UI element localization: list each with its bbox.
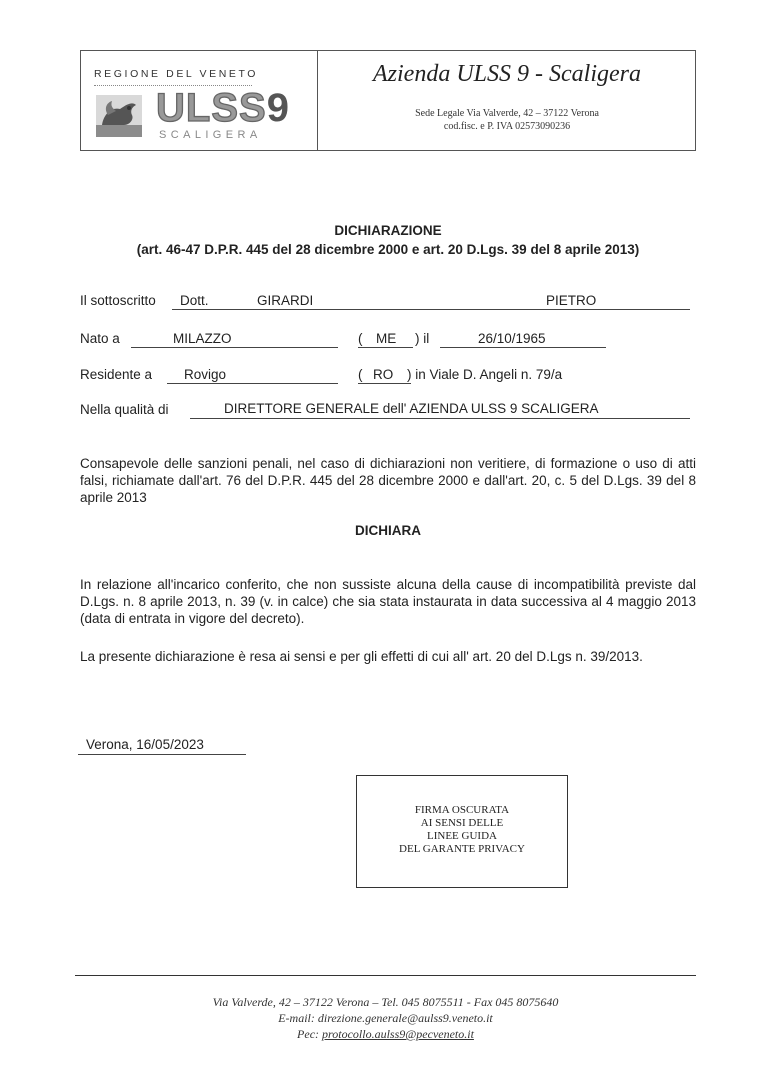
role-label: Nella qualità di bbox=[80, 402, 169, 417]
birthdate-value: 26/10/1965 bbox=[478, 331, 546, 346]
footer-divider bbox=[75, 975, 696, 976]
role-field bbox=[190, 401, 690, 419]
lion-emblem-icon bbox=[96, 95, 142, 137]
pec-link[interactable]: protocollo.aulss9@pecveneto.it bbox=[322, 1027, 474, 1041]
redaction-line: FIRMA OSCURATA bbox=[414, 804, 510, 816]
footer-pec bbox=[75, 1026, 696, 1042]
birth-province-value: ME bbox=[376, 331, 397, 346]
organization-name: Azienda ULSS 9 - Scaligera bbox=[373, 61, 641, 87]
address-value: ) in Viale D. Angeli n. 79/a bbox=[407, 367, 563, 382]
title-value: Dott. bbox=[180, 293, 209, 308]
firstname-value: PIETRO bbox=[546, 293, 597, 308]
sede-line: Sede Legale Via Valverde, 42 – 37122 Verona bbox=[415, 108, 599, 119]
redaction-line: AI SENSI DELLE bbox=[420, 817, 504, 829]
footer-address: Via Valverde, 42 – 37122 Verona – Tel. 045 8075511 - Fax 045 8075640 bbox=[212, 995, 559, 1009]
declaration-paragraph: In relazione all'incarico conferito, che non sussiste alcuna della cause di incompatibilità previste dal D.Lgs. n. 8 aprile 2013, n. 39 (v. in calce) che sia stata instaurata in data successiva al 4 maggio 2013 (data di entrata in vigore del decreto). bbox=[80, 577, 696, 626]
sottoscritto-label: Il sottoscritto bbox=[80, 293, 156, 308]
title-reference: (art. 46-47 D.P.R. 445 del 28 dicembre 2000 e art. 20 D.Lgs. 39 del 8 aprile 2013) bbox=[136, 242, 640, 257]
birth-province-field bbox=[358, 331, 413, 348]
document-title bbox=[80, 221, 696, 259]
sottoscritto-field bbox=[172, 293, 690, 310]
residence-value: Rovigo bbox=[184, 367, 227, 382]
place-date-field bbox=[78, 737, 246, 755]
birth-label: Nato a bbox=[80, 331, 120, 346]
date-label: ) il bbox=[415, 331, 430, 346]
redaction-line: DEL GARANTE PRIVACY bbox=[399, 843, 525, 855]
redaction-notice bbox=[357, 804, 567, 856]
declares-heading: DICHIARA bbox=[355, 523, 421, 538]
paren-open: ( bbox=[358, 331, 363, 346]
tax-code-line: cod.fisc. e P. IVA 02573090236 bbox=[443, 121, 571, 132]
legal-basis-paragraph: La presente dichiarazione è resa ai sensi e per gli effetti di cui all' art. 20 del D.Lgs n. 39/2013. bbox=[80, 649, 643, 664]
logo-subtitle: SCALIGERA bbox=[159, 129, 262, 141]
redaction-line: LINEE GUIDA bbox=[427, 830, 497, 842]
pec-label: Pec: bbox=[297, 1027, 323, 1041]
residence-province-field bbox=[358, 367, 411, 384]
awareness-paragraph: Consapevole delle sanzioni penali, nel caso di dichiarazioni non veritiere, di formazione o uso di atti falsi, richiamate dall'art. 76 del D.P.R. 445 del 28 dicembre 2000 e dall'art. 20, c. 5 del D.Lgs. 39 del 8 aprile 2013 bbox=[80, 456, 696, 505]
footer-email: E-mail: direzione.generale@aulss9.veneto.it bbox=[278, 1011, 493, 1025]
legal-address bbox=[317, 107, 697, 133]
logo-number: 9 bbox=[266, 86, 290, 130]
paren-open: ( bbox=[358, 367, 363, 382]
title-main: DICHIARAZIONE bbox=[334, 223, 442, 238]
logo-text: ULSS bbox=[156, 86, 267, 130]
birthdate-field bbox=[440, 331, 606, 348]
residence-province-value: RO bbox=[373, 367, 394, 382]
logo-wordmark bbox=[156, 88, 290, 128]
residence-label: Residente a bbox=[80, 367, 153, 382]
letterhead bbox=[80, 50, 696, 151]
surname-value: GIRARDI bbox=[257, 293, 314, 308]
role-value: DIRETTORE GENERALE dell' AZIENDA ULSS 9 SCALIGERA bbox=[224, 401, 599, 416]
region-name: REGIONE DEL VENETO bbox=[94, 68, 259, 80]
place-date-value: Verona, 16/05/2023 bbox=[86, 737, 204, 752]
birthplace-field bbox=[131, 331, 338, 348]
birthplace-value: MILAZZO bbox=[173, 331, 232, 346]
redacted-signature-box bbox=[356, 775, 568, 888]
footer-contacts bbox=[75, 994, 696, 1042]
residence-field bbox=[167, 367, 338, 384]
